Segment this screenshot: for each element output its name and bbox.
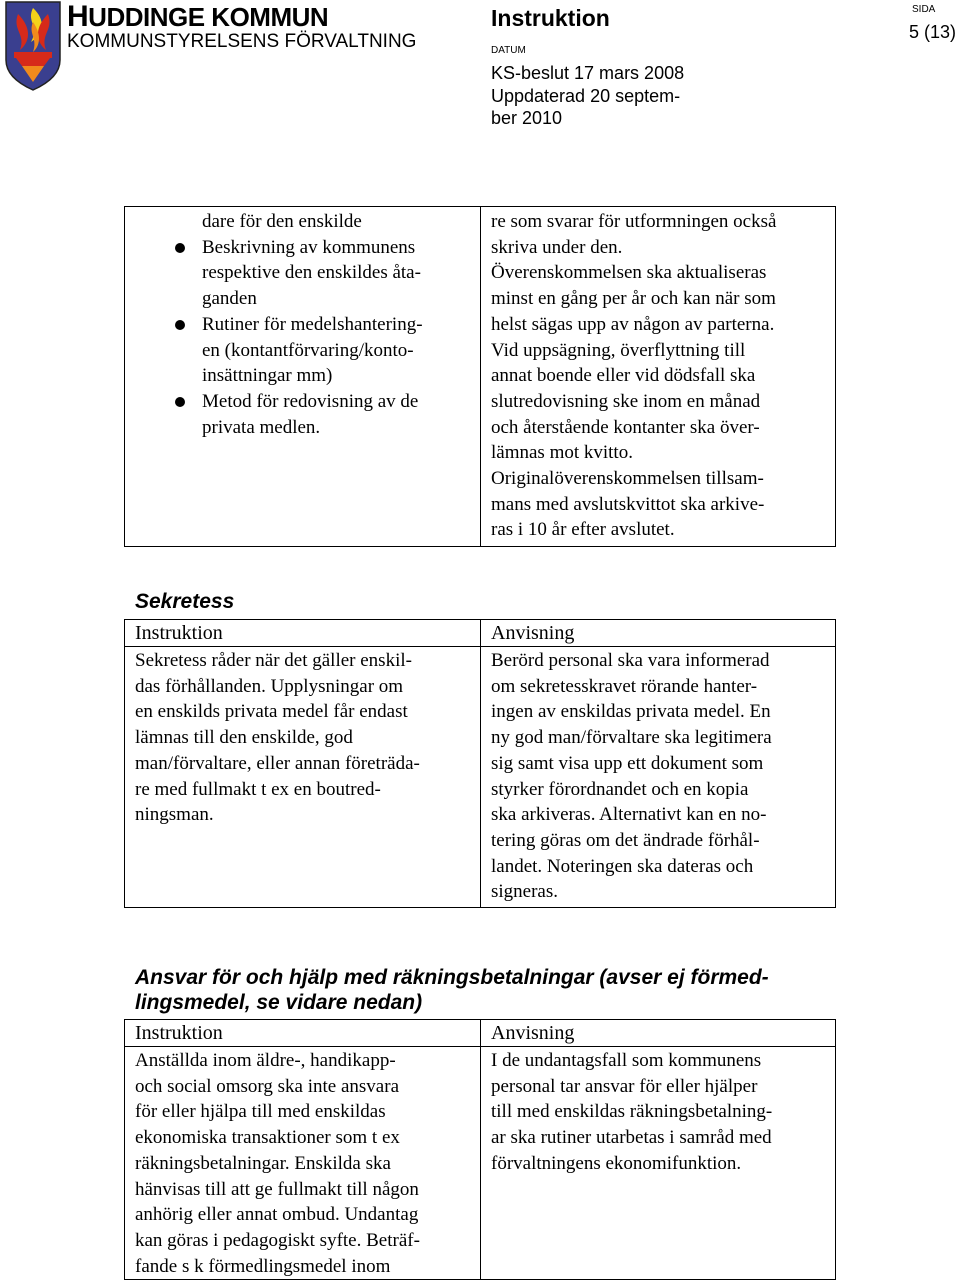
text-line: Överenskommelsen ska aktualiseras [491,262,767,284]
text-line: och återstående kontanter ska över- [491,416,760,438]
column-header-anvisning: Anvisning [481,1020,836,1047]
text-line: lämnas till den enskilde, god [135,727,353,749]
text-line: Originalöverenskommelsen tillsam- [491,468,764,490]
municipal-coat-of-arms-icon [4,0,62,92]
text-line: slutredovisning ske inom en månad [491,390,761,412]
text-line: personal tar ansvar för eller hjälper [491,1075,758,1097]
column-header-instruktion: Instruktion [125,620,481,647]
text-line: Vid uppsägning, överflyttning till [491,339,746,361]
list-item: Metod för redovisning av de privata medlen. [135,389,480,440]
bullet-icon [175,320,185,330]
continued-instruction-table [124,206,836,547]
text-line: för eller hjälpa till med enskildas [135,1101,386,1123]
column-header-instruktion: Instruktion [125,1020,481,1047]
text-line: landet. Noteringen ska dateras och [491,855,754,877]
list-item: Rutiner för medelshantering- en (kontantförvaring/konto- insättningar mm) [135,312,480,389]
text-line: styrker förordnandet och en kopia [491,778,749,800]
text-line: sig samt visa upp ett dokument som [491,752,764,774]
text-line: das förhållanden. Upplysningar om [135,675,404,697]
organization-name: HUDDINGE KOMMUN [67,0,329,33]
text-line: ska arkiveras. Alternativt kan en no- [491,804,767,826]
guidance-cell [481,207,836,547]
text-line: ras i 10 år efter avslutet. [491,519,675,541]
text-line: mans med avslutskvittot ska arkive- [491,493,765,515]
text-line: man/förvaltare, eller annan företräda- [135,752,420,774]
text-line: om sekretesskravet rörande hanter- [491,675,758,697]
organization-subtitle: KOMMUNSTYRELSENS FÖRVALTNING [67,31,417,52]
text-line: ny god man/förvaltare ska legitimera [491,727,772,749]
date-line: KS-beslut 17 mars 2008 [491,63,685,83]
text-line: till med enskildas räkningsbetalning- [491,1101,773,1123]
date-line: Uppdaterad 20 septem- [491,86,681,106]
page-label: SIDA [912,4,936,15]
guidance-cell [481,647,836,908]
column-header-anvisning: Anvisning [481,620,836,647]
sekretess-table [124,619,836,908]
text-line: förvaltningens ekonomifunktion. [491,1152,742,1174]
text-line: Anställda inom äldre-, handikapp- [135,1050,396,1071]
bullet-icon [175,397,185,407]
text-line: minst en gång per år och kan när som [491,288,776,310]
instruction-cell [125,647,481,908]
text-line: re som svarar för utformningen också [491,211,777,232]
instruction-text: dare för den enskilde [202,211,362,232]
text-line: hänvisas till att ge fullmakt till någon [135,1178,419,1200]
text-line: skriva under den. [491,236,623,258]
instruction-cell [125,1047,481,1280]
text-line: Sekretess råder när det gäller enskil- [135,650,412,671]
date-label: DATUM [491,45,526,56]
bullet-icon [175,243,185,253]
text-line: ingen av enskildas privata medel. En [491,701,771,723]
text-line: annat boende eller vid dödsfall ska [491,365,756,387]
ansvar-table [124,1019,836,1280]
list-item: Beskrivning av kommunens respektive den enskildes åta- ganden [135,235,480,312]
text-line: ekonomiska transaktioner som t ex [135,1127,400,1149]
text-line: fande s k förmedlingsmedel inom [135,1255,391,1277]
text-line: räkningsbetalningar. Enskilda ska [135,1152,391,1174]
section-title-ansvar: Ansvar för och hjälp med räkningsbetalningar (avser ej förmed- lingsmedel, se vidare nedan) [135,966,769,1014]
text-line: signeras. [491,881,559,903]
section-title-sekretess: Sekretess [135,590,235,613]
text-line: I de undantagsfall som kommunens [491,1050,762,1071]
text-line: anhörig eller annat ombud. Undantag [135,1204,419,1226]
document-type: Instruktion [491,5,610,31]
text-line: en enskilds privata medel får endast [135,701,408,723]
text-line: och social omsorg ska inte ansvara [135,1075,399,1097]
text-line: Berörd personal ska vara informerad [491,650,770,671]
date-line: ber 2010 [491,108,563,128]
text-line: tering göras om det ändrade förhål- [491,829,760,851]
text-line: ar ska rutiner utarbetas i samråd med [491,1127,772,1149]
guidance-cell [481,1047,836,1280]
page-number: 5 (13) [909,22,957,42]
text-line: re med fullmakt t ex en boutred- [135,778,381,800]
text-line: kan göras i pedagogiskt syfte. Beträf- [135,1229,420,1251]
instruction-bullet-list [135,235,480,441]
text-line: lämnas mot kvitto. [491,442,633,464]
instruction-cell [125,207,481,547]
text-line: ningsman. [135,804,214,826]
text-line: helst sägas upp av någon av parterna. [491,313,775,335]
